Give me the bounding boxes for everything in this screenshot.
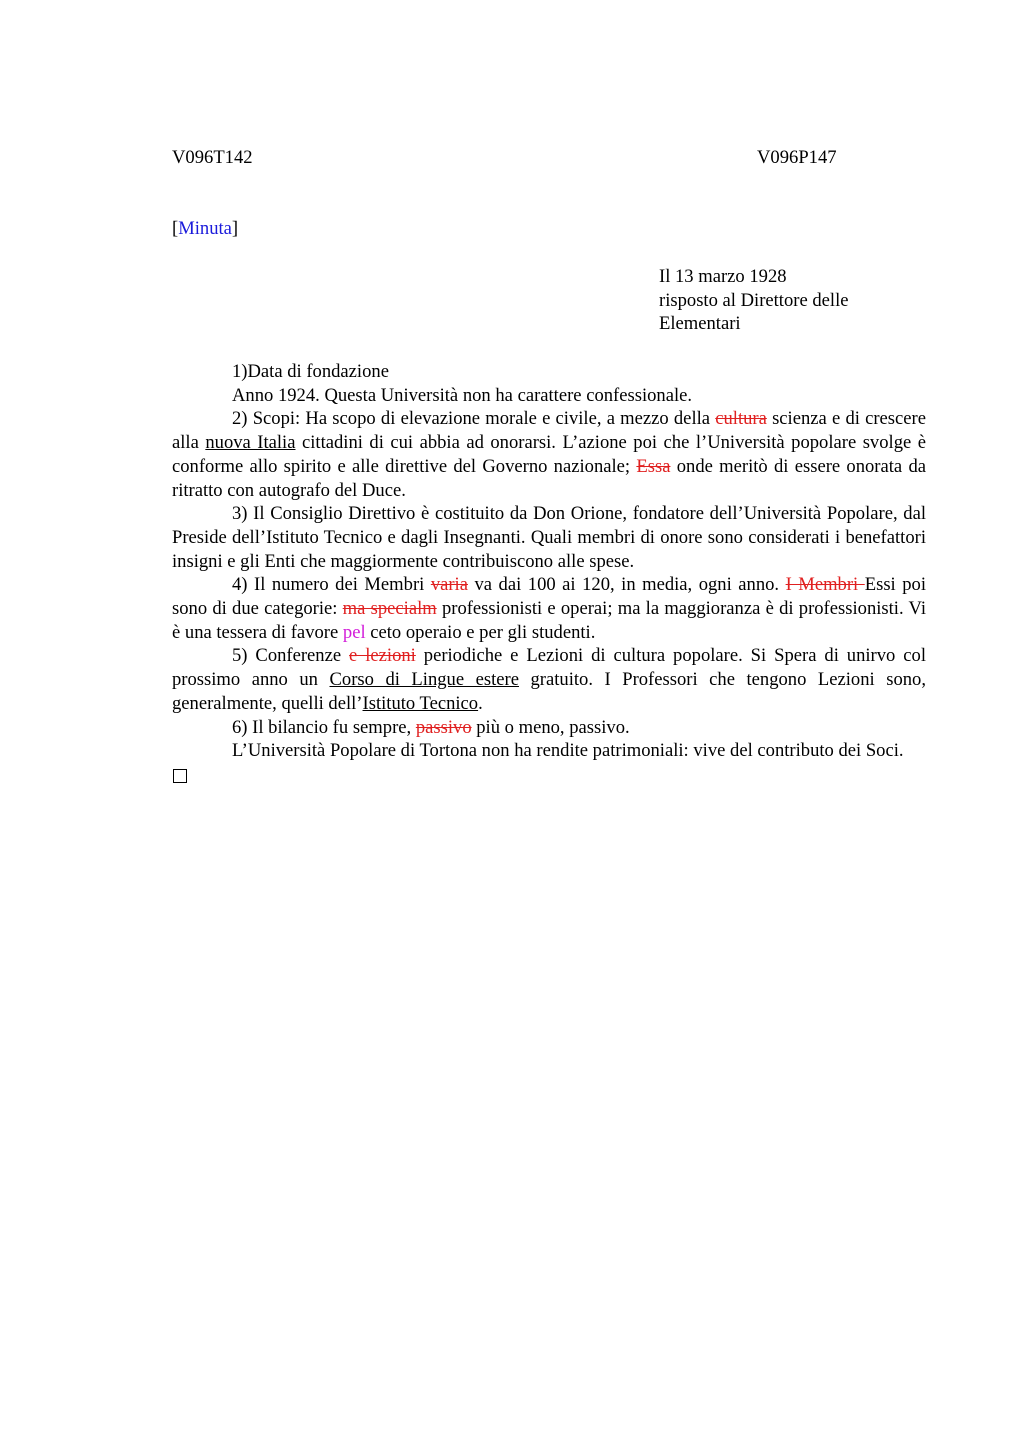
paragraph-5: [172, 573, 926, 644]
deleted-word: Essa: [636, 455, 671, 477]
document-code-right: V096P147: [757, 147, 837, 168]
paragraph-8: L’Università Popolare di Tortona non ha rendite patrimoniali: vive del contributo dei Soci.: [232, 740, 904, 762]
p3-text-b: scienza e di crescere alla: [172, 408, 926, 454]
deleted-word: e lezioni: [349, 645, 416, 667]
minuta-open-bracket: [: [172, 218, 179, 239]
paragraph-4: 3) Il Consiglio Direttivo è costituito da Don Orione, fondatore dell’Università Popolare, dal Preside dell’Istituto Tecnico e dagli Insegnanti. Quali membri di onore sono considerati i benefattori insigni e gli Enti che maggiormente contribuiscono alle spese.: [172, 503, 926, 572]
p6-text-a: 5) Conferenze: [232, 645, 350, 667]
p3-text-d: onde meritò di essere onorata da ritratto con autografo del Duce.: [172, 455, 927, 501]
paragraph-1: 1)Data di fondazione: [232, 361, 389, 382]
p5-text-e: ceto operaio e per gli studenti.: [365, 621, 596, 643]
recipient-line: risposto al Direttore delle: [659, 289, 849, 311]
letter-body: [172, 360, 926, 783]
paragraph-7: [172, 716, 926, 740]
paragraph-6: [172, 644, 926, 715]
date-line: Il 13 marzo 1928: [659, 266, 787, 287]
p6-text-d: .: [478, 692, 483, 714]
p3-text-a: 2) Scopi: Ha scopo di elevazione morale e civile, a mezzo della: [232, 408, 716, 430]
deleted-word: cultura: [715, 408, 767, 430]
minuta-text: Minuta: [178, 218, 232, 239]
minuta-close-bracket: ]: [231, 218, 239, 239]
recipient-line-2: Elementari: [659, 313, 741, 335]
p6-text-c: gratuito. I Professori che tengono Lezioni sono, generalmente, quelli dell’: [172, 669, 926, 714]
p6-text-b: periodiche e Lezioni di cultura popolare. Si Spera di unirvo col prossimo anno un: [172, 645, 926, 691]
minuta-label: [172, 218, 238, 240]
p5-text-b: va dai 100 ai 120, in media, ogni anno.: [467, 574, 786, 596]
p5-text-c: Essi poi sono di due categorie:: [172, 574, 926, 620]
underlined-phrase: nuova Italia: [205, 432, 296, 454]
deleted-word: varia: [430, 574, 468, 596]
deleted-word: I Membri: [785, 574, 865, 596]
deleted-word: passivo: [415, 716, 472, 738]
p3-text-c: cittadini di cui abbia ad onorarsi. L’azione poi che l’Università popolare svolge è conforme allo spirito e alle direttive del Governo nazionale;: [172, 432, 926, 477]
end-box-symbol: [173, 769, 187, 783]
p7-text-a: 6) Il bilancio fu sempre,: [232, 716, 416, 738]
document-code-left: V096T142: [172, 147, 253, 168]
p5-text-d: professionisti e operai; ma la maggioranza è di professionisti. Vi è una tessera di favore: [172, 598, 926, 643]
paragraph-3: [172, 407, 926, 502]
paragraph-2: Anno 1924. Questa Università non ha carattere confessionale.: [232, 384, 693, 406]
deleted-word: ma specialm: [342, 598, 437, 620]
date-block: [659, 265, 939, 336]
underlined-phrase: Corso di Lingue estere: [329, 669, 519, 691]
inserted-word: pel: [342, 621, 366, 643]
underlined-phrase: Istituto Tecnico: [362, 692, 479, 714]
p5-text-a: 4) Il numero dei Membri: [232, 574, 431, 596]
p7-text-b: più o meno, passivo.: [471, 716, 630, 738]
